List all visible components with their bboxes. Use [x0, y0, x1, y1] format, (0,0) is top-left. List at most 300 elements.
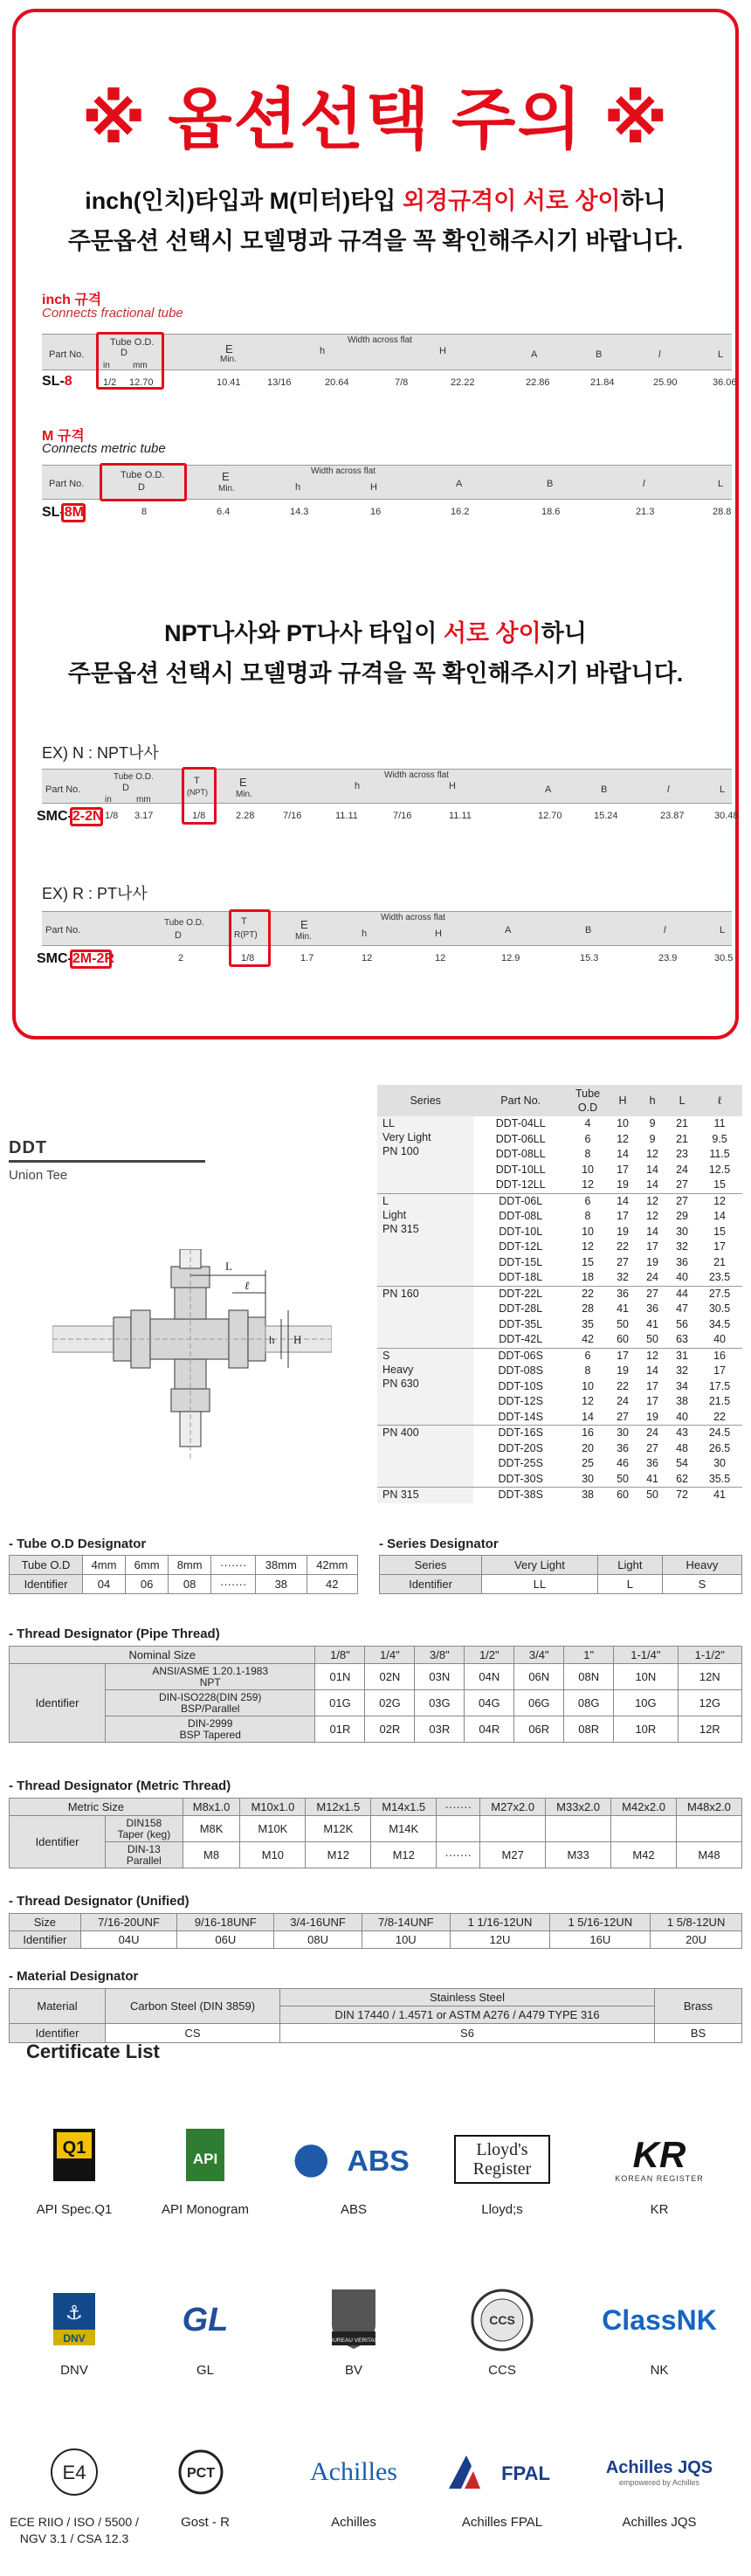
series-cell: 11.5 — [709, 1148, 730, 1160]
td: Carbon Steel (DIN 3859) — [106, 1989, 280, 2024]
cert-gl — [140, 2285, 271, 2379]
notice-line-3 — [16, 613, 735, 653]
table-cell: M48 — [676, 1842, 741, 1868]
series-cell: 14 — [608, 1193, 637, 1209]
tube-od-highlight — [100, 463, 187, 501]
series-cell: 24 — [646, 1271, 658, 1283]
hdr-mm: mm — [136, 795, 151, 805]
val: 25.90 — [653, 377, 678, 388]
table-cell: 1 5/8-12UN — [651, 1914, 742, 1931]
series-cell: 17 — [713, 1240, 726, 1253]
table-row — [10, 1931, 742, 1949]
series-cell: 20 — [582, 1441, 594, 1454]
series-cell: DDT-16S — [473, 1426, 568, 1441]
part-no-highlight — [70, 950, 112, 969]
series-cell: 14 — [646, 1178, 658, 1191]
val: 1/2 — [103, 377, 117, 388]
series-cell: 54 — [676, 1457, 689, 1469]
hdr-h-small: h — [362, 929, 368, 939]
series-cell: 14 — [646, 1163, 658, 1176]
table-cell: 03R — [415, 1716, 465, 1743]
thread-highlight — [229, 909, 271, 967]
table-header-cell: ······· — [437, 1799, 480, 1816]
hdr-l-large: L — [720, 925, 726, 936]
series-cell: DDT-10L — [499, 1225, 543, 1238]
series-cell: 26.5 — [708, 1441, 731, 1454]
table-cell: 1 5/16-12UN — [550, 1914, 651, 1931]
identifier-label: Identifier — [10, 1664, 106, 1743]
table-header-cell: M27x2.0 — [480, 1799, 546, 1816]
series-row — [377, 1488, 742, 1503]
series-cell: 17 — [646, 1240, 658, 1253]
series-cell: 12.5 — [708, 1163, 731, 1176]
table-cell: 3/4-16UNF — [274, 1914, 362, 1931]
series-cell: 15 — [582, 1255, 594, 1268]
cert-nk — [594, 2285, 725, 2379]
series-cell: 4 — [584, 1117, 591, 1129]
table-header-cell: Metric Size — [10, 1799, 183, 1816]
td: ······· — [211, 1575, 256, 1594]
val: 8 — [141, 507, 148, 517]
th-ell: ℓ — [697, 1085, 742, 1116]
series-cell: 34.5 — [708, 1317, 731, 1330]
series-cell: 8 — [584, 1148, 591, 1160]
val: 12 — [362, 953, 373, 963]
pipe-thread-table — [9, 1646, 742, 1743]
series-cell: 60 — [617, 1333, 629, 1345]
table-header-cell: M8x1.0 — [183, 1799, 240, 1816]
series-group-label: S Heavy PN 630 — [377, 1348, 473, 1426]
part-hl: 2-2N — [72, 809, 103, 824]
table-row — [10, 1664, 742, 1690]
series-cell: 27 — [637, 1286, 667, 1302]
standard-cell: DIN-ISO228(DIN 259) BSP/Parallel — [106, 1690, 315, 1716]
val: 1/8 — [241, 953, 255, 963]
hdr-l-large: L — [718, 349, 724, 360]
svg-text:E4: E4 — [62, 2462, 86, 2483]
td: 08 — [169, 1575, 211, 1594]
notice-line-3-pre: NPT나사와 PT나사 타입이 — [164, 620, 444, 646]
unified-thread-title: - Thread Designator (Unified) — [9, 1894, 189, 1909]
th-h-large: H — [608, 1085, 637, 1116]
table-cell: 08R — [564, 1716, 614, 1743]
table-cell: 06U — [177, 1931, 274, 1949]
part-pre: SMC- — [37, 951, 72, 966]
dnv-logo — [9, 2285, 140, 2355]
series-cell: DDT-12LL — [495, 1178, 546, 1191]
series-cell: 28 — [582, 1302, 594, 1315]
table-cell: Identifier — [10, 1931, 81, 1949]
tube-od-table — [9, 1555, 358, 1594]
hdr-b: B — [596, 349, 603, 360]
series-cell: 56 — [676, 1317, 689, 1330]
hdr-tube-od: Tube O.D. — [114, 772, 154, 782]
td: S — [662, 1575, 741, 1594]
series-row — [377, 1348, 742, 1364]
ccs-logo — [437, 2285, 568, 2355]
table-header-cell: 1/8" — [315, 1647, 365, 1664]
series-cell: 30.5 — [708, 1302, 731, 1315]
svg-text:⚓: ⚓ — [65, 2303, 83, 2324]
hdr-h-large: H — [370, 482, 377, 493]
standard-cell: DIN158 Taper (keg) — [106, 1816, 183, 1842]
table-cell: M12 — [306, 1842, 371, 1868]
hdr-min: Min. — [236, 790, 252, 799]
series-group-label: LL Very Light PN 100 — [377, 1116, 473, 1193]
td: Identifier — [10, 1575, 83, 1594]
series-cell: 29 — [676, 1210, 689, 1222]
series-cell: 22 — [568, 1286, 608, 1302]
table-cell: 04R — [465, 1716, 514, 1743]
td: 38 — [256, 1575, 307, 1594]
val: 2 — [178, 953, 184, 963]
cert-gost — [140, 2437, 271, 2531]
nk-mark: ClassNK — [602, 2303, 717, 2336]
product-code: DDT — [9, 1138, 48, 1157]
hdr-l-small: l — [667, 784, 670, 795]
series-cell: 14 — [646, 1225, 658, 1238]
td: 06 — [126, 1575, 169, 1594]
series-cell: DDT-20S — [498, 1441, 543, 1454]
cert-abs — [288, 2124, 419, 2218]
th-h-small: h — [637, 1085, 667, 1116]
bv-logo — [288, 2285, 419, 2355]
th-l-large: L — [667, 1085, 697, 1116]
td: 38mm — [256, 1556, 307, 1575]
series-cell: 12 — [582, 1395, 594, 1407]
td: 42 — [307, 1575, 357, 1594]
identifier-label: Identifier — [10, 1816, 106, 1868]
svg-text:ABS: ABS — [347, 2144, 410, 2179]
notice-line-1 — [16, 181, 735, 221]
series-cell: 24 — [637, 1426, 667, 1441]
series-cell: 12 — [637, 1193, 667, 1209]
material-table — [9, 1988, 742, 2043]
table-row — [10, 1690, 742, 1716]
table-row — [10, 1816, 742, 1842]
hdr-min: Min. — [218, 484, 235, 494]
val: 16 — [370, 507, 382, 517]
val: 1/8 — [192, 811, 206, 821]
table-cell: 06G — [514, 1690, 564, 1716]
series-group-label: PN 315 — [377, 1488, 473, 1503]
hdr-width-flat: Width across flat — [384, 770, 449, 780]
series-cell: 21 — [713, 1255, 726, 1268]
part-hl: 8M — [64, 505, 85, 520]
val: 16.2 — [451, 507, 470, 517]
td: Tube O.D — [10, 1556, 83, 1575]
table-header-cell: 1" — [564, 1647, 614, 1664]
table-cell: 10U — [362, 1931, 450, 1949]
cert-bv — [288, 2285, 419, 2379]
series-cell: 60 — [608, 1488, 637, 1503]
table-cell: 20U — [651, 1931, 742, 1949]
series-designator-table — [379, 1555, 742, 1594]
option-notice-box — [12, 9, 739, 1039]
series-cell: 21 — [676, 1117, 689, 1129]
series-cell: DDT-06LL — [495, 1132, 546, 1145]
table-header-cell: M14x1.5 — [371, 1799, 437, 1816]
cert-ccs — [437, 2285, 568, 2379]
td: Identifier — [10, 2024, 106, 2043]
series-cell: DDT-38S — [473, 1488, 568, 1503]
standard-cell: ANSI/ASME 1.20.1-1983 NPT — [106, 1664, 315, 1690]
hdr-a: A — [456, 479, 463, 489]
metric-label: M 규격 — [42, 429, 85, 444]
table-cell: ······· — [437, 1842, 480, 1868]
material-title: - Material Designator — [9, 1969, 139, 1984]
hdr-width-flat: Width across flat — [348, 335, 412, 345]
hdr-in: in — [105, 795, 112, 805]
hdr-t: T — [194, 776, 200, 786]
series-cell: 36 — [608, 1286, 637, 1302]
notice-line-1-red: 외경규격이 서로 상이 — [402, 188, 621, 214]
series-table-body — [377, 1116, 742, 1503]
series-cell: 17 — [617, 1163, 629, 1176]
svg-text:DNV: DNV — [63, 2332, 86, 2345]
series-cell: 38 — [676, 1395, 689, 1407]
gost-logo — [140, 2437, 271, 2507]
cert-caption: Gost - R — [181, 2515, 230, 2530]
hdr-b: B — [585, 925, 592, 936]
series-cell: 35 — [582, 1317, 594, 1330]
series-cell: 6 — [568, 1193, 608, 1209]
val: 20.64 — [325, 377, 349, 388]
table-cell: 08N — [564, 1664, 614, 1690]
series-cell: 43 — [667, 1426, 697, 1441]
table-cell: 06N — [514, 1664, 564, 1690]
svg-text:Q1: Q1 — [62, 2138, 86, 2158]
table-cell — [676, 1816, 741, 1842]
td: 4mm — [83, 1556, 126, 1575]
series-cell: 19 — [617, 1225, 629, 1238]
series-cell: 14 — [646, 1364, 658, 1377]
tube-od-highlight — [96, 332, 164, 390]
hdr-l-large: L — [720, 784, 726, 795]
td: 6mm — [126, 1556, 169, 1575]
hdr-width-flat: Width across flat — [381, 913, 445, 922]
series-cell: 44 — [667, 1286, 697, 1302]
series-cell: 21 — [676, 1132, 689, 1145]
api-q1-logo — [9, 2124, 140, 2194]
series-cell: 17.5 — [708, 1379, 731, 1392]
series-cell: DDT-35L — [499, 1317, 543, 1330]
table-row — [10, 1716, 742, 1743]
part-no-highlight — [70, 807, 103, 826]
val: 22.86 — [526, 377, 550, 388]
td: Light — [597, 1556, 662, 1575]
series-cell: 27 — [667, 1193, 697, 1209]
series-cell: 9.5 — [712, 1132, 727, 1145]
series-cell: 24 — [676, 1163, 689, 1176]
td: Stainless Steel — [280, 1989, 655, 2006]
series-row — [377, 1286, 742, 1302]
part-pre: SL- — [42, 505, 65, 520]
val: 21.3 — [636, 507, 655, 517]
table-cell: 01G — [315, 1690, 365, 1716]
series-cell: DDT-12L — [499, 1240, 543, 1253]
series-cell: 19 — [646, 1410, 658, 1423]
series-cell: DDT-28L — [499, 1302, 543, 1315]
table-cell: 10R — [614, 1716, 678, 1743]
table-header-cell: 1-1/2" — [678, 1647, 741, 1664]
series-cell: 17 — [646, 1395, 658, 1407]
metric-spec-table — [42, 458, 732, 529]
val: 1/8 — [105, 811, 119, 821]
series-cell: 32 — [676, 1240, 689, 1253]
cert-kr — [594, 2124, 725, 2218]
val: 7/16 — [283, 811, 302, 821]
cert-fpal — [437, 2437, 568, 2531]
series-cell: 10 — [582, 1379, 594, 1392]
table-cell: 9/16-18UNF — [177, 1914, 274, 1931]
series-cell: 10 — [582, 1163, 594, 1176]
hdr-b: B — [547, 479, 554, 489]
jqs-logo — [576, 2437, 742, 2507]
series-cell: DDT-04LL — [495, 1117, 546, 1129]
series-cell: 36 — [646, 1457, 658, 1469]
val: 23.87 — [660, 811, 685, 821]
hdr-e: E — [239, 776, 247, 789]
notice-line-3-post: 하니 — [541, 620, 587, 646]
gl-mark: GL — [182, 2301, 229, 2338]
table-cell: 08U — [274, 1931, 362, 1949]
series-cell: 12 — [637, 1348, 667, 1364]
notice-line-1-pre: inch(인치)타입과 M(미터)타입 — [85, 188, 403, 214]
cert-caption: CCS — [488, 2363, 516, 2378]
series-cell: 18 — [582, 1271, 594, 1283]
hdr-l-small: l — [658, 349, 661, 360]
val: 36.06 — [713, 377, 737, 388]
series-cell: 25 — [582, 1457, 594, 1469]
table-cell: M14K — [371, 1816, 437, 1842]
table-header-cell: 3/8" — [415, 1647, 465, 1664]
hdr-d: D — [175, 930, 182, 941]
jqs-sub: empowered by Achilles — [618, 2477, 700, 2487]
val: 13/16 — [267, 377, 292, 388]
table-header-cell: 1/4" — [365, 1647, 415, 1664]
table-header-cell: M33x2.0 — [546, 1799, 611, 1816]
val: 30.5 — [714, 953, 734, 963]
hdr-h-large: H — [439, 346, 446, 356]
table-cell: M8 — [183, 1842, 240, 1868]
drawing-label-h-small: h — [269, 1333, 275, 1346]
table-cell — [546, 1816, 611, 1842]
th-series: Series — [377, 1085, 473, 1116]
val: 1.7 — [300, 953, 314, 963]
cert-achilles — [288, 2437, 419, 2531]
cert-caption: Achilles JQS — [622, 2515, 697, 2530]
series-cell: 38 — [568, 1488, 608, 1503]
series-cell: 47 — [676, 1302, 689, 1315]
series-cell: 9 — [649, 1117, 656, 1129]
table-cell: 06R — [514, 1716, 564, 1743]
series-cell: 19 — [617, 1178, 629, 1191]
cert-caption: ECE RIIO / ISO / 5500 / NGV 3.1 / CSA 12.3 — [10, 2515, 139, 2545]
val: 21.84 — [590, 377, 615, 388]
cert-caption: BV — [344, 2363, 362, 2378]
cert-caption: API Monogram — [161, 2202, 250, 2217]
series-cell: 42 — [582, 1333, 594, 1345]
series-cell: 12 — [646, 1148, 658, 1160]
drawing-label-ell: ℓ — [245, 1279, 250, 1292]
table-header-cell: 3/4" — [514, 1647, 564, 1664]
val: 10.41 — [217, 377, 241, 388]
val: 12 — [435, 953, 446, 963]
val: 12.70 — [129, 377, 154, 388]
pipe-thread-title: - Thread Designator (Pipe Thread) — [9, 1626, 220, 1641]
cert-caption: KR — [650, 2202, 669, 2217]
part-pre: SMC- — [37, 809, 72, 824]
series-cell: DDT-14S — [498, 1410, 543, 1423]
series-cell: 30 — [713, 1457, 726, 1469]
hdr-min: Min. — [220, 355, 237, 364]
series-cell: 41 — [617, 1302, 629, 1315]
hdr-npt: (NPT) — [187, 788, 208, 797]
hdr-h-small: h — [355, 781, 361, 791]
val: 14.3 — [290, 507, 309, 517]
table-cell: 12G — [678, 1690, 741, 1716]
part-pre: SL- — [42, 374, 65, 389]
val: 12.9 — [501, 953, 520, 963]
series-designator-title: - Series Designator — [379, 1537, 499, 1551]
table-header-cell: Nominal Size — [10, 1647, 315, 1664]
hdr-a: A — [505, 925, 512, 936]
npt-example-label: EX) N : NPT나사 — [42, 744, 159, 762]
series-cell: 17 — [608, 1348, 637, 1364]
series-cell: DDT-18L — [499, 1271, 543, 1283]
val: 18.6 — [541, 507, 561, 517]
table-cell: M8K — [183, 1816, 240, 1842]
series-cell: 34 — [676, 1379, 689, 1392]
td: 42mm — [307, 1556, 357, 1575]
series-cell: 50 — [617, 1472, 629, 1485]
series-cell: 17 — [646, 1379, 658, 1392]
series-cell: DDT-10S — [498, 1379, 543, 1392]
series-cell: 14 — [582, 1410, 594, 1423]
series-cell: DDT-15L — [499, 1255, 543, 1268]
series-cell: 24 — [617, 1395, 629, 1407]
series-cell: DDT-08L — [499, 1210, 543, 1222]
union-tee-drawing — [52, 1249, 332, 1459]
table-cell: M12 — [371, 1842, 437, 1868]
svg-text:FPAL: FPAL — [501, 2462, 550, 2484]
series-cell: 15 — [713, 1225, 726, 1238]
hdr-part-no: Part No. — [45, 925, 81, 936]
hdr-d: D — [138, 482, 145, 493]
standard-cell: DIN-2999 BSP Tapered — [106, 1716, 315, 1743]
td: ······· — [211, 1556, 256, 1575]
table-row — [10, 1842, 742, 1868]
th-tube-od: Tube O.D — [568, 1085, 608, 1116]
notice-line-2: 주문옵션 선택시 모델명과 규격을 꼭 확인해주시기 바랍니다. — [67, 228, 684, 254]
series-cell: 24.5 — [697, 1426, 742, 1441]
pt-spec-table — [37, 908, 734, 977]
series-cell: 12 — [582, 1240, 594, 1253]
td: Identifier — [380, 1575, 482, 1594]
series-cell: DDT-25S — [498, 1457, 543, 1469]
series-cell: 31 — [667, 1348, 697, 1364]
table-header-row — [10, 1647, 742, 1664]
val: 23.9 — [658, 953, 678, 963]
cert-caption: API Spec.Q1 — [36, 2202, 113, 2217]
series-cell: 17 — [713, 1364, 726, 1377]
series-cell: DDT-42L — [499, 1333, 543, 1345]
thread-highlight — [182, 767, 217, 825]
series-cell: 12 — [697, 1193, 742, 1209]
series-cell: 27 — [676, 1178, 689, 1191]
hdr-l-small: l — [664, 925, 666, 936]
